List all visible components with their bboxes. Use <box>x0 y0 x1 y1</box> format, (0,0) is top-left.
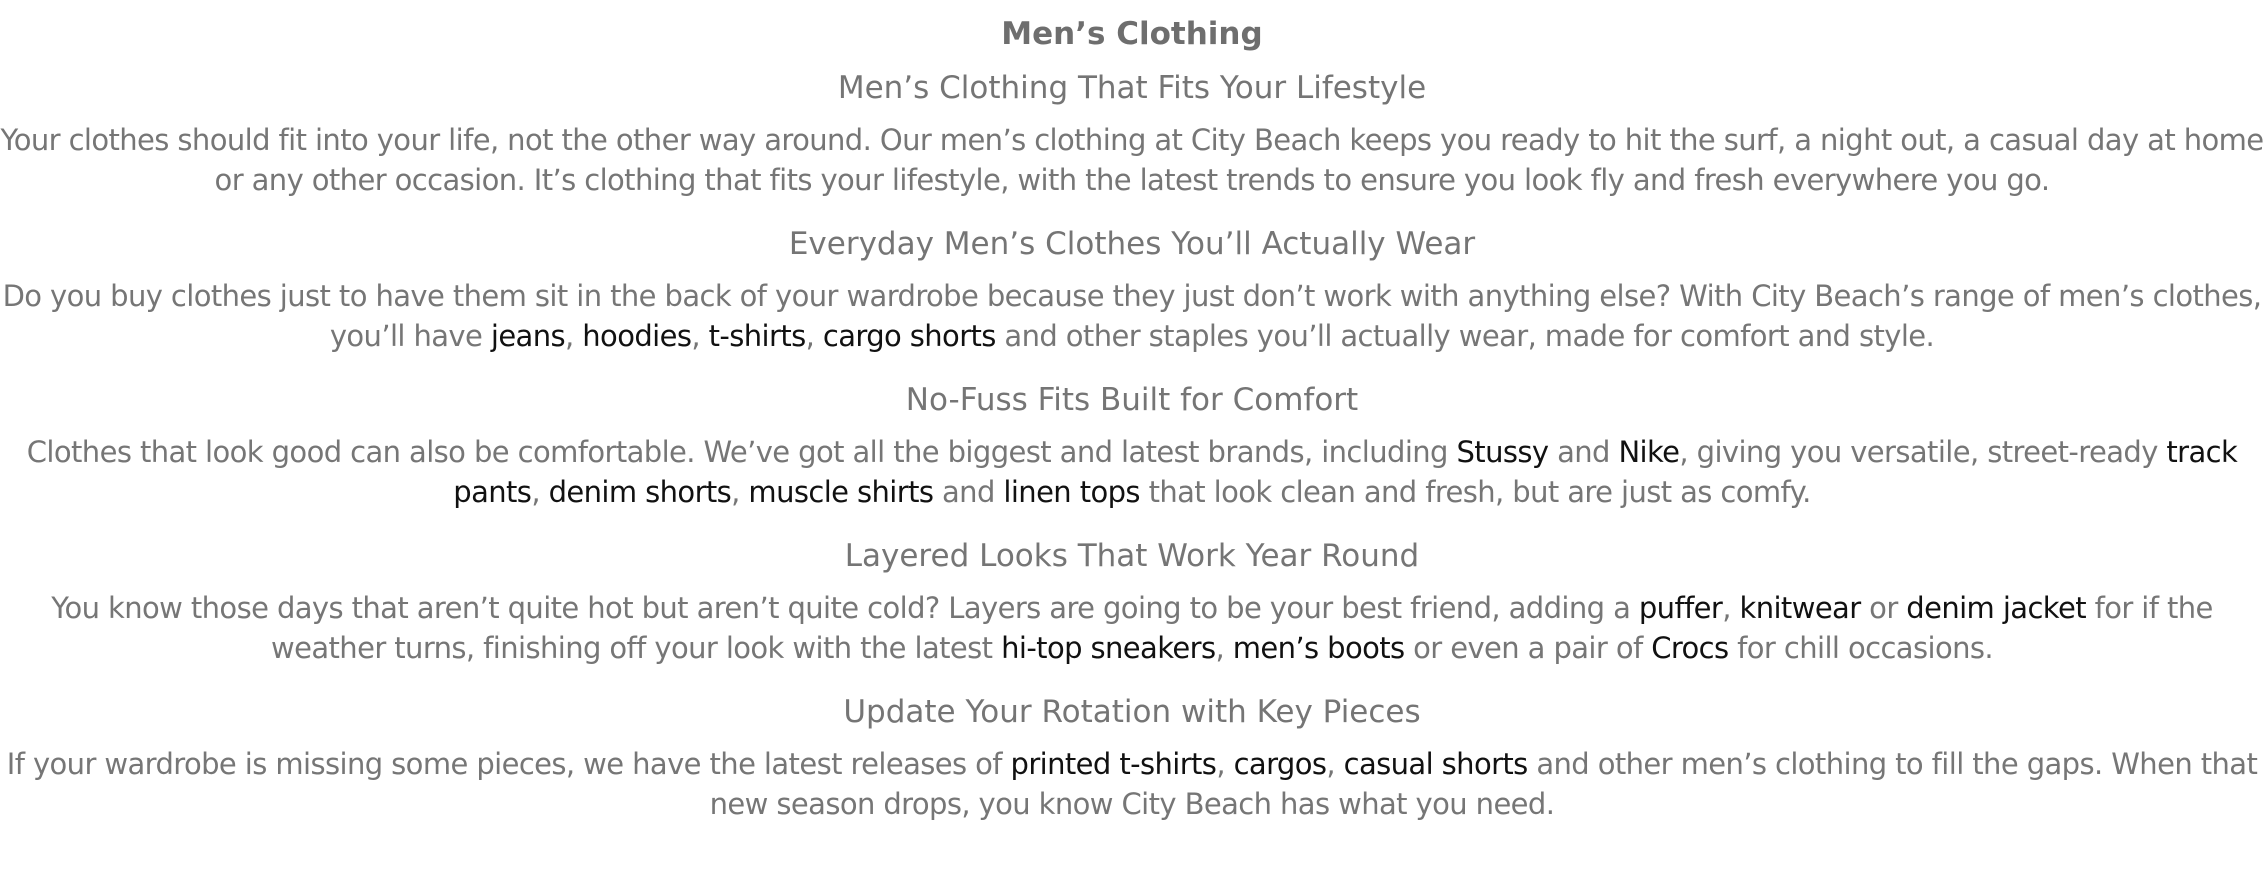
inline-category-link[interactable]: men’s boots <box>1232 631 1405 665</box>
inline-category-link[interactable]: Stussy <box>1456 435 1549 469</box>
inline-category-link[interactable]: denim jacket <box>1906 591 2086 625</box>
inline-category-link[interactable]: cargo shorts <box>822 319 996 353</box>
inline-category-link[interactable]: track pants <box>453 435 2238 509</box>
paragraph-text: or <box>1860 591 1907 625</box>
content-section <box>0 378 2264 512</box>
inline-category-link[interactable]: hi-top sneakers <box>1001 631 1216 665</box>
paragraph-text: , <box>691 319 709 353</box>
inline-category-link[interactable]: puffer <box>1638 591 1723 625</box>
paragraph-text: that look clean and fresh, but are just as comfy. <box>1139 475 1811 509</box>
inline-category-link[interactable]: knitwear <box>1739 591 1861 625</box>
paragraph-text: Do you buy clothes just to have them sit in the back of your wardrobe because they just don’t work with anything else? With City Beach’s range of men’s clothes, you’ll have <box>2 279 2262 353</box>
content-section <box>0 66 2264 200</box>
inline-category-link[interactable]: t-shirts <box>708 319 806 353</box>
paragraph-text: , giving you versatile, street-ready <box>1679 435 2167 469</box>
paragraph-text: , <box>1722 591 1740 625</box>
content-section <box>0 690 2264 824</box>
inline-category-link[interactable]: Nike <box>1618 435 1680 469</box>
inline-category-link[interactable]: jeans <box>490 319 566 353</box>
inline-category-link[interactable]: hoodies <box>582 319 692 353</box>
paragraph-text: , <box>1215 631 1233 665</box>
inline-category-link[interactable]: Crocs <box>1651 631 1729 665</box>
paragraph-text: Clothes that look good can also be comfortable. We’ve got all the biggest and latest brands, including <box>26 435 1457 469</box>
inline-category-link[interactable]: muscle shirts <box>748 475 934 509</box>
paragraph-text: , <box>1216 747 1234 781</box>
section-paragraph <box>0 432 2264 512</box>
section-paragraph <box>0 744 2264 824</box>
page-title: Men’s Clothing <box>1001 16 1263 52</box>
content-sections <box>0 66 2264 824</box>
paragraph-text: and <box>1548 435 1619 469</box>
section-heading: No-Fuss Fits Built for Comfort <box>905 382 1359 418</box>
paragraph-text: , <box>531 475 549 509</box>
paragraph-text: , <box>731 475 749 509</box>
section-paragraph <box>0 120 2264 200</box>
paragraph-text: or even a pair of <box>1404 631 1652 665</box>
inline-category-link[interactable]: casual shorts <box>1343 747 1528 781</box>
paragraph-text: , <box>805 319 823 353</box>
section-paragraph <box>0 588 2264 668</box>
inline-category-link[interactable]: printed t-shirts <box>1010 747 1217 781</box>
paragraph-text: , <box>565 319 583 353</box>
content-section <box>0 222 2264 356</box>
paragraph-text: for chill occasions. <box>1728 631 1993 665</box>
content-section <box>0 534 2264 668</box>
paragraph-text: You know those days that aren’t quite hot but aren’t quite cold? Layers are going to be your best friend, adding a <box>51 591 1639 625</box>
paragraph-text: and other men’s clothing to fill the gaps. When that new season drops, you know City Beach has what you need. <box>709 747 2258 821</box>
paragraph-text: and <box>933 475 1004 509</box>
inline-category-link[interactable]: denim shorts <box>548 475 732 509</box>
section-heading: Update Your Rotation with Key Pieces <box>843 694 1421 730</box>
section-heading: Everyday Men’s Clothes You’ll Actually Wear <box>788 226 1476 262</box>
paragraph-text: for if the weather turns, finishing off your look with the latest <box>271 591 2213 665</box>
inline-category-link[interactable]: linen tops <box>1003 475 1140 509</box>
section-heading: Men’s Clothing That Fits Your Lifestyle <box>837 70 1427 106</box>
paragraph-text: Your clothes should fit into your life, not the other way around. Our men’s clothing at City Beach keeps you ready to hit the surf, a night out, a casual day at home or any other occasion. It’s clothing that fits your lifestyle, with the latest trends to ensure you look fly and fresh everywhere you go. <box>0 123 2264 197</box>
paragraph-text: , <box>1326 747 1344 781</box>
paragraph-text: If your wardrobe is missing some pieces, we have the latest releases of <box>6 747 1011 781</box>
section-heading: Layered Looks That Work Year Round <box>844 538 1420 574</box>
paragraph-text: and other staples you’ll actually wear, made for comfort and style. <box>995 319 1935 353</box>
inline-category-link[interactable]: cargos <box>1233 747 1327 781</box>
section-paragraph <box>0 276 2264 356</box>
